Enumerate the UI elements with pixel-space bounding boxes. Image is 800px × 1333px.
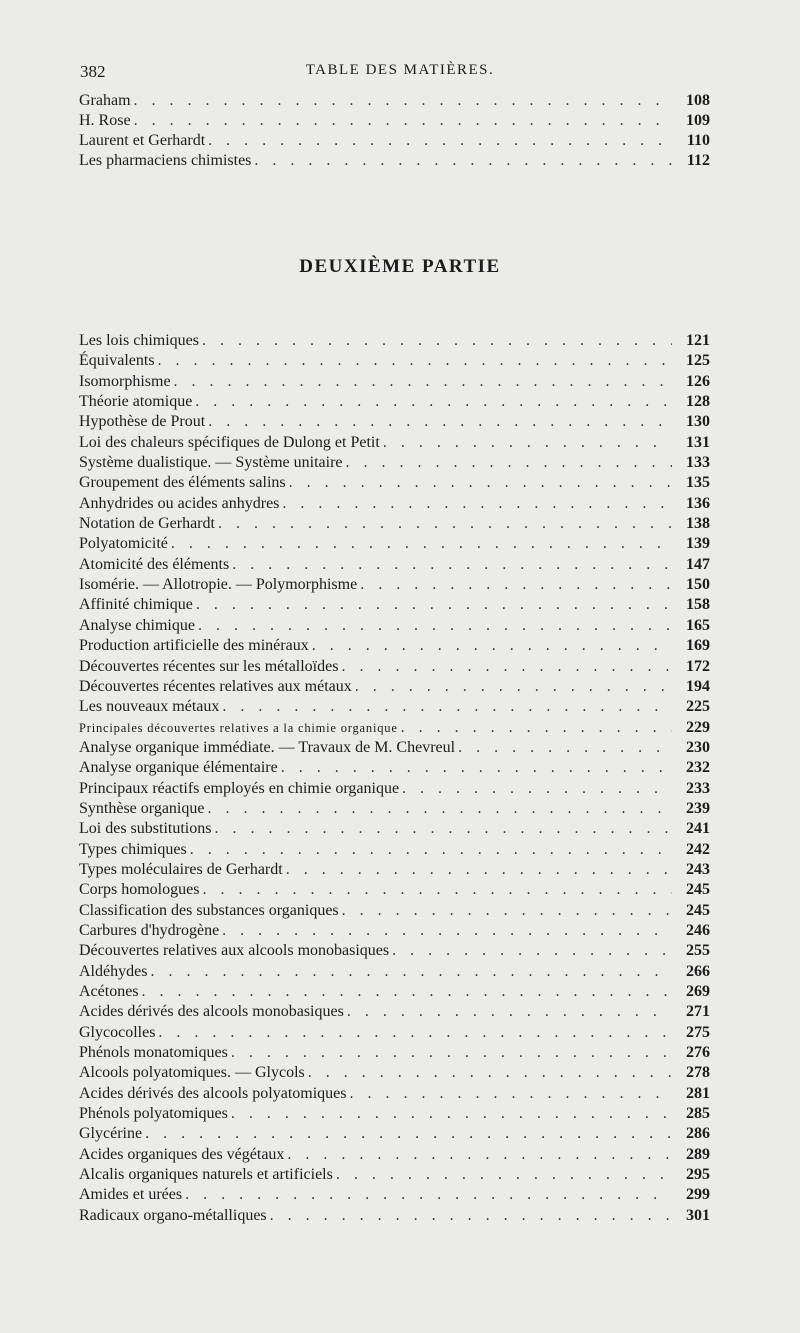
toc-entry	[79, 880, 710, 900]
toc-entry-title: Les nouveaux métaux	[79, 698, 220, 716]
section-heading: DEUXIÈME PARTIE	[299, 256, 501, 277]
toc-entry-page: 299	[686, 1186, 710, 1204]
dot-leader	[195, 392, 672, 412]
toc-entry	[79, 1023, 710, 1043]
toc-entry-page: 245	[686, 881, 710, 899]
toc-entry-title: Graham	[79, 92, 131, 109]
toc-entry-page: 126	[686, 372, 710, 390]
toc-entry-title: Carbures d'hydrogène	[79, 921, 220, 939]
toc-entry-page: 121	[686, 332, 710, 349]
toc-entry-title: Alcools polyatomiques. — Glycols	[79, 1064, 305, 1082]
toc-entry-page: 246	[686, 921, 710, 939]
toc-entry-page: 138	[686, 515, 710, 533]
dot-leader	[174, 372, 672, 392]
toc-entry-title: Glycérine	[79, 1125, 143, 1143]
toc-entry-page: 110	[686, 132, 710, 150]
toc-entry-title: Découvertes récentes relatives aux métaux	[79, 677, 352, 695]
toc-entry-title: Amides et urées	[79, 1186, 183, 1204]
toc-entry	[79, 901, 710, 921]
dot-leader	[208, 131, 672, 151]
toc-entry-page: 242	[686, 840, 710, 858]
toc-entry-title: Phénols monatomiques	[79, 1044, 228, 1062]
toc-entry-page: 275	[686, 1023, 710, 1041]
toc-entry-title: Analyse chimique	[79, 616, 195, 634]
toc-entry-page: 271	[686, 1003, 710, 1021]
toc-entry-page: 109	[686, 112, 710, 130]
toc-entry	[79, 412, 710, 432]
toc-entry-title: Acides dérivés des alcools monobasiques	[79, 1003, 344, 1021]
toc-entry-title: Isomorphisme	[79, 372, 171, 390]
toc-entry	[79, 331, 710, 351]
toc-entry-page: 125	[686, 352, 710, 370]
toc-entry-title: Principaux réactifs employés en chimie organique	[79, 779, 400, 797]
dot-leader	[336, 1165, 672, 1185]
toc-entry-page: 172	[686, 657, 710, 675]
dot-leader	[202, 331, 672, 351]
toc-entry-title: Polyatomicité	[79, 535, 168, 553]
dot-leader	[231, 1043, 672, 1063]
dot-leader	[232, 555, 672, 575]
toc-entry	[79, 351, 710, 371]
toc-entry-page: 133	[686, 454, 710, 472]
toc-entry-page: 147	[686, 555, 710, 573]
toc-list-second-part	[79, 331, 710, 1226]
toc-entry-page: 232	[686, 759, 710, 777]
toc-entry	[79, 758, 710, 778]
toc-entry-title: Acides organiques des végétaux	[79, 1145, 285, 1163]
toc-entry-title: H. Rose	[79, 112, 131, 130]
toc-entry-page: 243	[686, 860, 710, 878]
toc-entry-page: 230	[686, 738, 710, 756]
toc-entry	[79, 636, 710, 656]
dot-leader	[202, 880, 672, 900]
toc-entry	[79, 392, 710, 412]
dot-leader	[383, 433, 672, 453]
dot-leader	[231, 1104, 672, 1124]
dot-leader	[222, 921, 672, 941]
toc-entry	[79, 860, 710, 880]
dot-leader	[196, 595, 672, 615]
toc-entry-page: 245	[686, 901, 710, 919]
page-header	[0, 62, 800, 86]
toc-entry	[79, 962, 710, 982]
toc-entry-page: 158	[686, 596, 710, 614]
toc-entry-title: Affinité chimique	[79, 596, 193, 614]
dot-leader	[342, 901, 672, 921]
toc-entry-page: 241	[686, 820, 710, 838]
toc-entry-title: Analyse organique élémentaire	[79, 759, 278, 777]
toc-entry-title: Production artificielle des minéraux	[79, 637, 309, 655]
toc-entry-page: 233	[686, 779, 710, 797]
dot-leader	[308, 1063, 672, 1083]
toc-entry	[79, 91, 710, 111]
toc-entry-title: Alcalis organiques naturels et artificiels	[79, 1166, 333, 1184]
toc-entry	[79, 1104, 710, 1124]
dot-leader	[402, 779, 672, 799]
dot-leader	[270, 1206, 672, 1226]
toc-entry-title: Découvertes relatives aux alcools monobasiques	[79, 942, 390, 960]
dot-leader	[287, 1145, 672, 1165]
toc-entry-page: 136	[686, 494, 710, 512]
toc-entry	[79, 372, 710, 392]
dot-leader	[360, 575, 672, 595]
dot-leader	[350, 1084, 673, 1104]
toc-entry-title: Corps homologues	[79, 881, 200, 899]
dot-leader	[158, 1023, 672, 1043]
toc-entry-title: Laurent et Gerhardt	[79, 132, 206, 150]
toc-entry-page: 131	[686, 433, 710, 451]
toc-entry-title: Atomicité des éléments	[79, 555, 230, 573]
toc-entry-title: Équivalents	[79, 352, 155, 370]
toc-entry-page: 255	[686, 942, 710, 960]
dot-leader	[207, 799, 672, 819]
dot-leader	[341, 657, 672, 677]
toc-entry-page: 239	[686, 799, 710, 817]
toc-entry-title: Types chimiques	[79, 840, 187, 858]
toc-entry	[79, 819, 710, 839]
toc-entry	[79, 1063, 710, 1083]
toc-entry	[79, 1206, 710, 1226]
dot-leader	[218, 514, 672, 534]
toc-entry-title: Isomérie. — Allotropie. — Polymorphisme	[79, 576, 358, 594]
toc-entry-title: Loi des substitutions	[79, 820, 212, 838]
dot-leader	[214, 819, 672, 839]
toc-entry	[79, 982, 710, 1002]
toc-entry-page: 194	[686, 677, 710, 695]
dot-leader	[347, 1002, 672, 1022]
toc-entry	[79, 1002, 710, 1022]
dot-leader	[222, 697, 672, 717]
toc-entry-page: 286	[686, 1125, 710, 1143]
toc-entry-title: Types moléculaires de Gerhardt	[79, 860, 283, 878]
dot-leader	[150, 962, 672, 982]
toc-entry	[79, 131, 710, 151]
toc-entry	[79, 697, 710, 717]
toc-entry-title: Radicaux organo-métalliques	[79, 1206, 267, 1224]
dot-leader	[185, 1185, 672, 1205]
toc-entry-title: Aldéhydes	[79, 962, 148, 980]
toc-entry	[79, 616, 710, 636]
toc-entry-page: 130	[686, 413, 710, 431]
toc-entry-page: 281	[686, 1084, 710, 1102]
toc-entry	[79, 111, 710, 131]
toc-entry-title: Découvertes récentes sur les métalloïdes	[79, 657, 339, 675]
toc-entry-page: 266	[686, 962, 710, 980]
toc-entry-title: Les pharmaciens chimistes	[79, 152, 252, 170]
toc-entry-page: 278	[686, 1064, 710, 1082]
toc-entry	[79, 677, 710, 697]
toc-entry-page: 301	[686, 1206, 710, 1224]
toc-entry	[79, 1043, 710, 1063]
dot-leader	[281, 758, 672, 778]
toc-entry	[79, 779, 710, 799]
page-number: 382	[80, 62, 106, 81]
dot-leader	[312, 636, 672, 656]
dot-leader	[286, 860, 672, 880]
toc-entry	[79, 1124, 710, 1144]
toc-entry	[79, 151, 710, 171]
toc-entry-title: Groupement des éléments salins	[79, 474, 286, 492]
toc-entry-page: 285	[686, 1105, 710, 1123]
toc-entry	[79, 738, 710, 758]
toc-entry-page: 139	[686, 535, 710, 553]
toc-entry	[79, 433, 710, 453]
toc-entry	[79, 1185, 710, 1205]
toc-entry	[79, 453, 710, 473]
dot-leader	[346, 453, 672, 473]
toc-entry-title: Acétones	[79, 983, 139, 1000]
toc-entry-title: Les lois chimiques	[79, 332, 199, 349]
dot-leader	[142, 982, 672, 1002]
dot-leader	[392, 941, 672, 961]
toc-entry	[79, 1165, 710, 1185]
toc-entry-title: Phénols polyatomiques	[79, 1105, 228, 1123]
toc-entry-page: 135	[686, 474, 710, 492]
toc-entry	[79, 473, 710, 493]
toc-entry-page: 112	[686, 152, 710, 170]
dot-leader	[145, 1124, 672, 1144]
toc-entry-page: 108	[686, 92, 710, 109]
dot-leader	[254, 151, 672, 171]
toc-entry-page: 295	[686, 1166, 710, 1184]
toc-entry	[79, 840, 710, 860]
toc-entry-title: Synthèse organique	[79, 799, 205, 817]
toc-entry-title: Loi des chaleurs spécifiques de Dulong et Petit	[79, 433, 380, 451]
toc-entry	[79, 921, 710, 941]
toc-entry-page: 150	[686, 576, 710, 594]
toc-entry	[79, 514, 710, 534]
toc-entry-page: 128	[686, 393, 710, 411]
toc-entry-page: 289	[686, 1145, 710, 1163]
dot-leader	[134, 111, 672, 131]
running-title: TABLE DES MATIÈRES.	[305, 62, 495, 78]
toc-list-first-part	[79, 91, 710, 171]
toc-entry-page: 169	[686, 637, 710, 655]
toc-entry-title: Système dualistique. — Système unitaire	[79, 454, 343, 472]
toc-entry	[79, 555, 710, 575]
toc-entry	[79, 494, 710, 514]
toc-entry	[79, 534, 710, 554]
dot-leader	[282, 494, 672, 514]
toc-entry	[79, 718, 710, 738]
dot-leader	[401, 718, 672, 738]
dot-leader	[289, 473, 672, 493]
dot-leader	[190, 840, 672, 860]
dot-leader	[171, 534, 672, 554]
toc-entry-title: Anhydrides ou acides anhydres	[79, 494, 280, 512]
toc-entry-page: 165	[686, 616, 710, 634]
dot-leader	[198, 616, 672, 636]
toc-entry	[79, 799, 710, 819]
toc-entry	[79, 1145, 710, 1165]
toc-entry	[79, 575, 710, 595]
toc-entry-page: 269	[686, 983, 710, 1000]
toc-entry	[79, 595, 710, 615]
toc-entry	[79, 941, 710, 961]
dot-leader	[208, 412, 672, 432]
dot-leader	[458, 738, 672, 758]
toc-entry-title: Glycocolles	[79, 1023, 156, 1041]
toc-entry	[79, 657, 710, 677]
toc-entry-title: Principales découvertes relatives a la chimie organique	[79, 720, 398, 735]
toc-entry-title: Acides dérivés des alcools polyatomiques	[79, 1084, 347, 1102]
dot-leader	[134, 91, 672, 111]
toc-entry-title: Classification des substances organiques	[79, 901, 339, 919]
toc-entry-title: Notation de Gerhardt	[79, 515, 215, 533]
toc-entry-page: 225	[686, 698, 710, 716]
dot-leader	[158, 351, 672, 371]
dot-leader	[355, 677, 672, 697]
toc-entry	[79, 1084, 710, 1104]
toc-entry-page: 229	[686, 718, 710, 736]
toc-entry-page: 276	[686, 1044, 710, 1062]
toc-entry-title: Hypothèse de Prout	[79, 413, 206, 431]
toc-entry-title: Analyse organique immédiate. — Travaux de M. Chevreul	[79, 738, 456, 756]
toc-entry-title: Théorie atomique	[79, 393, 193, 411]
